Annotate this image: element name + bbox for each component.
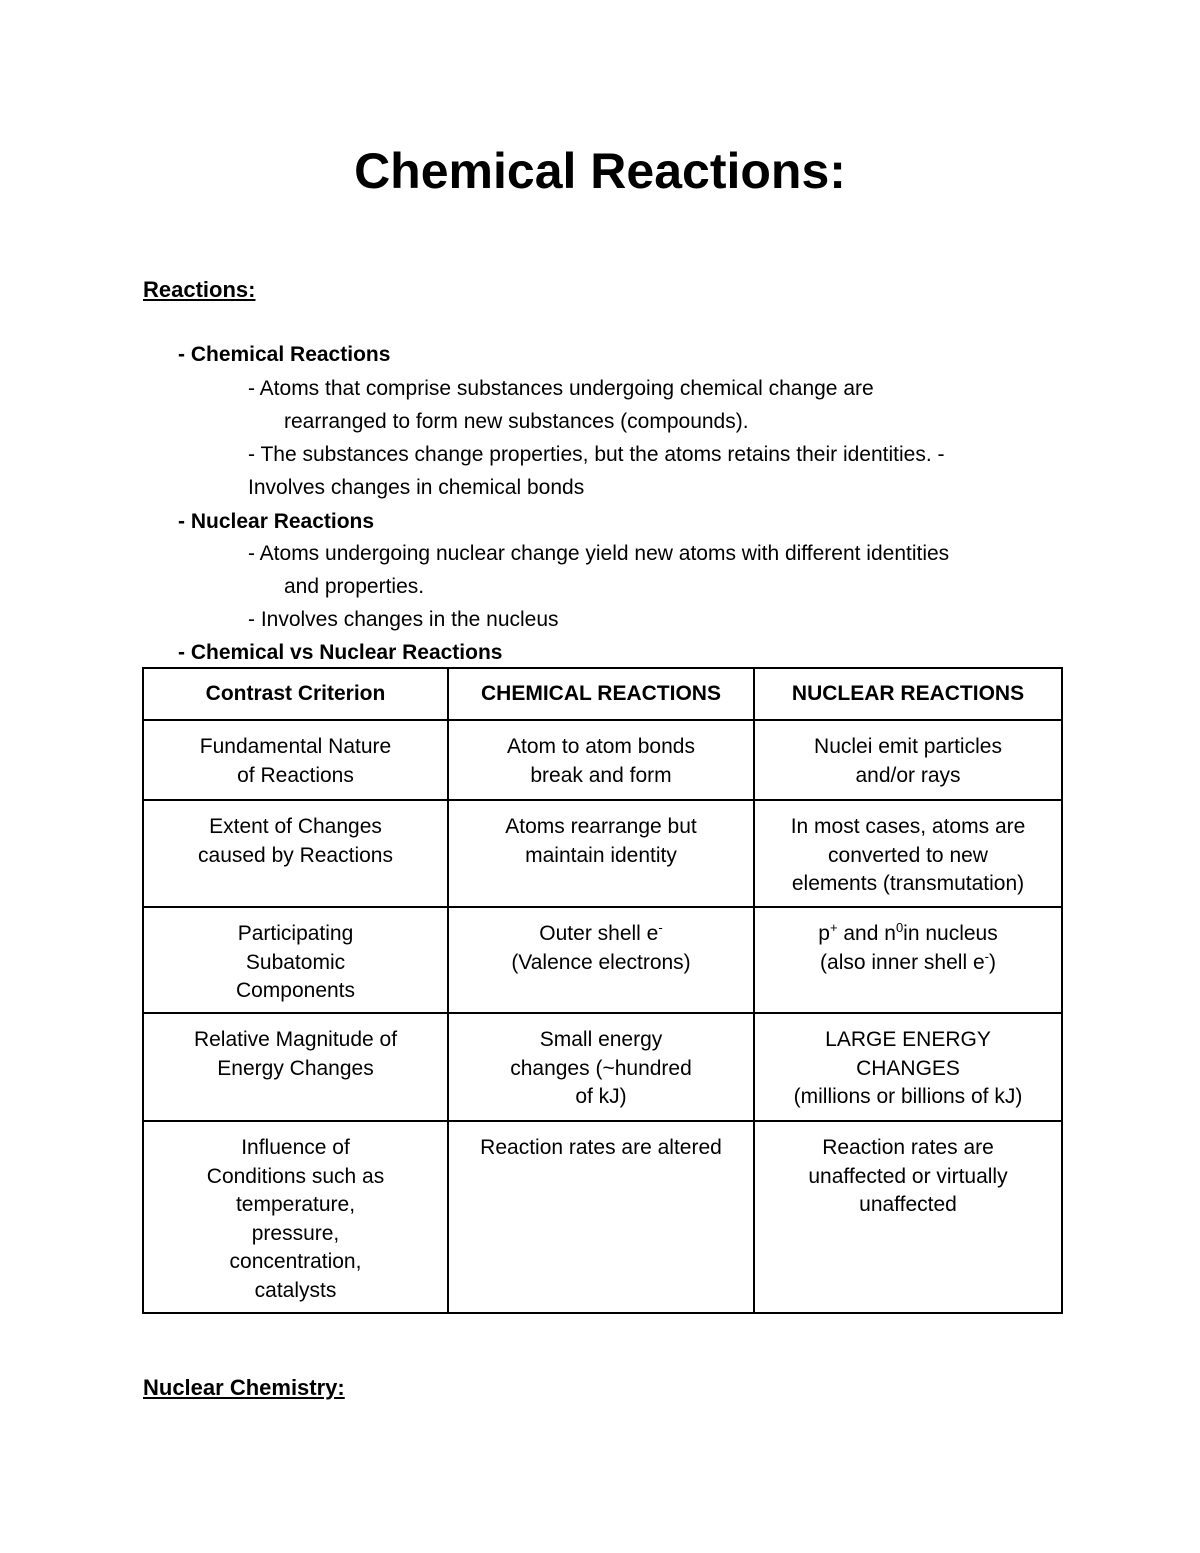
chemical-point2-line1: - The substances change properties, but the atoms retains their identities. - (248, 443, 945, 466)
nuclear-point1-line2: and properties. (284, 575, 425, 598)
nuclear-chemistry-heading: Nuclear Chemistry: (143, 1375, 345, 1400)
reactions-heading: Reactions: (143, 277, 256, 302)
chemical-point1-line1: - Atoms that comprise substances undergoing chemical change are (248, 377, 874, 400)
cell-criterion: Participating Subatomic Components (143, 907, 448, 1013)
cell-criterion: Influence of Conditions such as temperature, pressure, concentration, catalysts (143, 1121, 448, 1313)
cell-nuclear: LARGE ENERGY CHANGES (millions or billions of kJ) (754, 1013, 1062, 1121)
versus-label: - Chemical vs Nuclear Reactions (178, 641, 503, 664)
table-header-row (143, 668, 1062, 720)
cell-criterion: Fundamental Nature of Reactions (143, 720, 448, 800)
table-row (143, 907, 1062, 1013)
chemical-point1-line2: rearranged to form new substances (compounds). (284, 410, 749, 433)
nuclear-point1-line1: - Atoms undergoing nuclear change yield new atoms with different identities (248, 542, 950, 565)
header-criterion: Contrast Criterion (143, 668, 448, 720)
cell-chemical: Atom to atom bonds break and form (448, 720, 754, 800)
page-title: Chemical Reactions: (354, 143, 846, 199)
cell-chemical: Small energy changes (~hundred of kJ) (448, 1013, 754, 1121)
cell-chemical: Atoms rearrange but maintain identity (448, 800, 754, 907)
nuclear-point2: - Involves changes in the nucleus (248, 608, 559, 631)
cell-nuclear: Reaction rates are unaffected or virtually unaffected (754, 1121, 1062, 1313)
chemical-point2-line2: Involves changes in chemical bonds (248, 476, 585, 499)
table-row (143, 1121, 1062, 1313)
nuclear-reactions-label: - Nuclear Reactions (178, 510, 375, 533)
header-chemical: CHEMICAL REACTIONS (448, 668, 754, 720)
chemical-reactions-label: - Chemical Reactions (178, 343, 391, 366)
cell-criterion: Extent of Changes caused by Reactions (143, 800, 448, 907)
cell-nuclear: Nuclei emit particles and/or rays (754, 720, 1062, 800)
table-row (143, 720, 1062, 800)
cell-chemical: Outer shell e- (Valence electrons) (448, 907, 754, 1013)
cell-nuclear: p+ and $n^0in$ nucleus (also inner shell e-) (754, 907, 1062, 1013)
table-row (143, 1013, 1062, 1121)
table-row (143, 800, 1062, 907)
cell-nuclear: In most cases, atoms are converted to new elements (transmutation) (754, 800, 1062, 907)
comparison-table (142, 667, 1063, 1314)
cell-chemical: Reaction rates are altered (448, 1121, 754, 1313)
cell-criterion: Relative Magnitude of Energy Changes (143, 1013, 448, 1121)
header-nuclear: NUCLEAR REACTIONS (754, 668, 1062, 720)
